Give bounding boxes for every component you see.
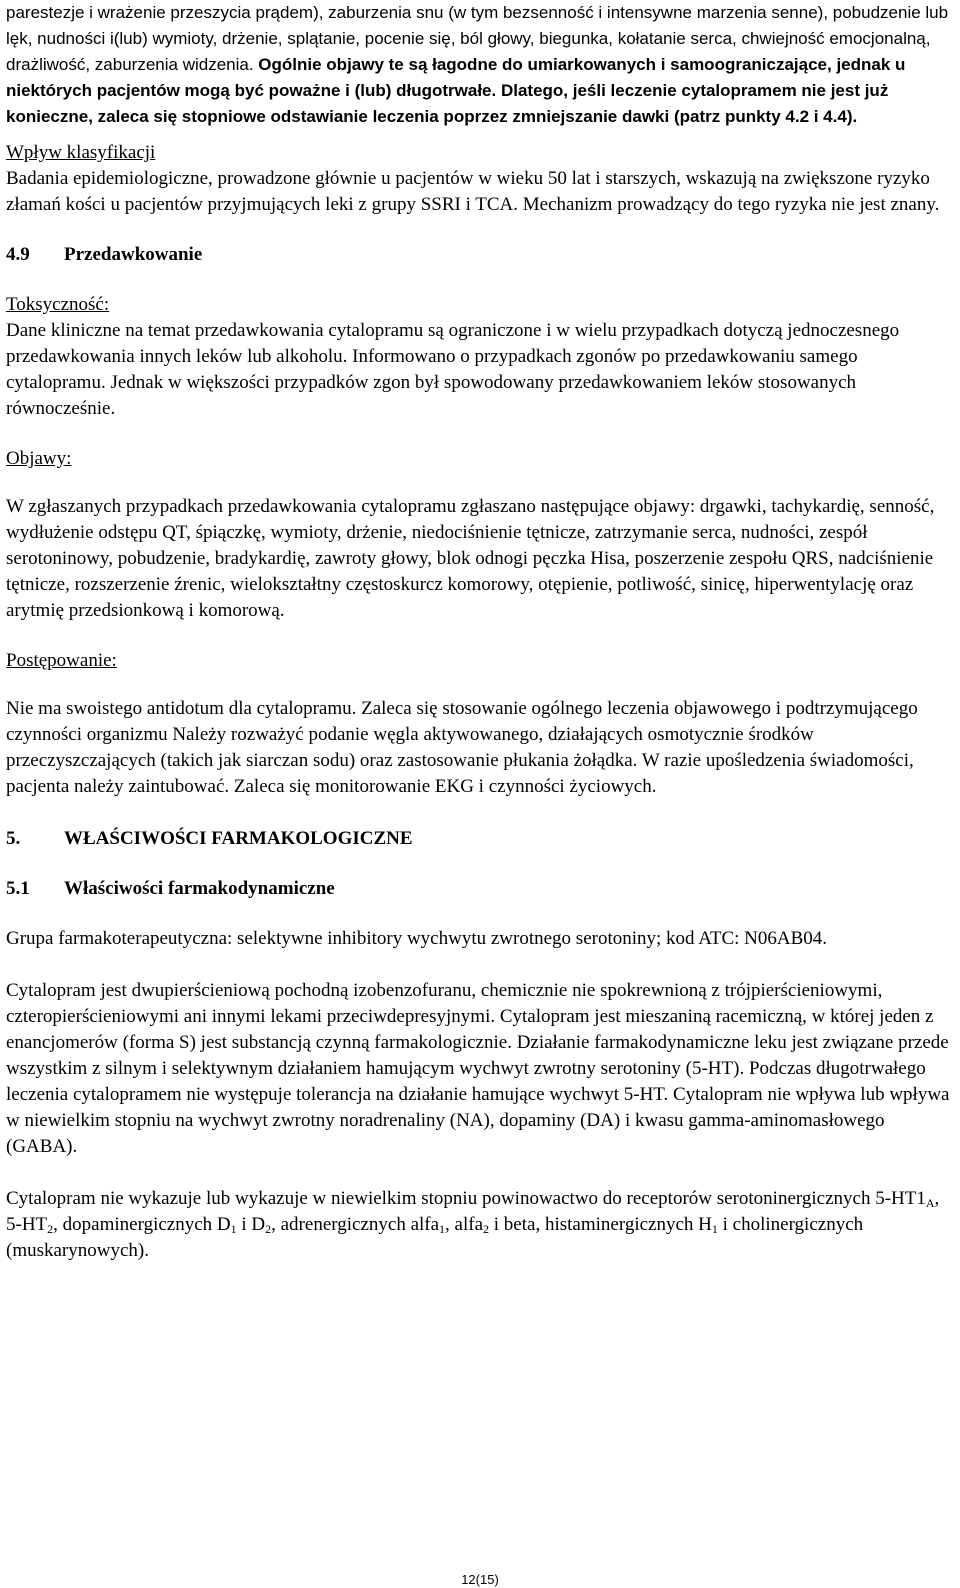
management-heading: Postępowanie: (6, 650, 117, 671)
citalopram-description-paragraph: Cytalopram jest dwupierścieniową pochodną izobenzofuranu, chemicznie nie spokrewnioną z trójpierścieniowymi, czteropierścieniowymi ani innymi lekami przeciwdepresyjnymi. Cytalopram jest mieszaniną racemiczną, w której jeden z enancjomerów (forma S) jest substancją czynną farmakologicznie. Działanie farmakodynamiczne leku jest związane przede wszystkim z silnym i selektywnym działaniem hamującym wychwyt zwrotny serotoniny (5-HT). Podczas długotrwałego leczenia cytalopramem nie występuje tolerancja na działanie hamujące wychwyt 5-HT. Cytalopram nie wpływa lub wpływa w niewielkim stopniu na wychwyt zwrotny noradrenaliny (NA), dopaminy (DA) i kwasu gamma-aminomasłowego (GABA). (6, 980, 950, 1157)
section-4-9-heading (6, 242, 950, 268)
page-number: 12(15) (461, 1572, 499, 1587)
class-effect-text: Badania epidemiologiczne, prowadzone głównie u pacjentów w wieku 50 lat i starszych, wskazują na zwiększone ryzyko złamań kości u pacjentów przyjmujących leki z grupy SSRI i TCA. Mechanizm prowadzący do tego ryzyka nie jest znany. (6, 168, 940, 215)
intro-paragraph (6, 0, 950, 130)
section-5-heading (6, 826, 950, 852)
section-number: 5.1 (6, 878, 30, 899)
pharmacotherapeutic-group-text: Grupa farmakoterapeutyczna: selektywne inhibitory wychwytu zwrotnego serotoniny; kod ATC: N06AB04. (6, 928, 828, 949)
section-number: 4.9 (6, 244, 30, 265)
symptoms-heading: Objawy: (6, 448, 72, 469)
receptor-affinity-paragraph: Cytalopram nie wykazuje lub wykazuje w niewielkim stopniu powinowactwo do receptorów serotoninergicznych $5-HT1_A$, $5-HT_2$, dopaminergicznych $D_1$ i $D_2$, adrenergicznych alfa$_1$, alfa$_2$ i beta, histaminergicznych $H_1$ i cholinergicznych (muskarynowych). (6, 1188, 940, 1261)
symptoms-text: W zgłaszanych przypadkach przedawkowania cytalopramu zgłaszano następujące objawy: drgawki, tachykardię, senność, wydłużenie odstępu QT, śpiączkę, wymioty, drżenie, niedociśnienie tętnicze, zatrzymanie serca, nudności, zespół serotoninowy, pobudzenie, bradykardię, zawroty głowy, blok odnogi pęczka Hisa, poszerzenie zespołu QRS, nadciśnienie tętnicze, rozszerzenie źrenic, wielokształtny częstoskurcz komorowy, otępienie, potliwość, sinicę, hiperwentylację oraz arytmię przedsionkową i komorową. (6, 496, 935, 621)
toxicity-heading: Toksyczność: (6, 294, 110, 315)
intro-text: parestezje i wrażenie przeszycia prądem), zaburzenia snu (w tym bezsenność i intensywne marzenia senne), pobudzenie lub lęk, nudności i(lub) wymioty, drżenie, splątanie, pocenie się, ból głowy, biegunka, kołatanie serca, chwiejność emocjonalną, drażliwość, zaburzenia widzenia. (6, 3, 949, 74)
management-text: Nie ma swoistego antidotum dla cytalopramu. Zaleca się stosowanie ogólnego leczenia objawowego i podtrzymującego czynności organizmu Należy rozważyć podanie węgla aktywowanego, działających osmotycznie środków przeczyszczających (takich jak siarczan sodu) oraz zastosowanie płukania żołądka. W razie upośledzenia świadomości, pacjenta należy zaintubować. Zaleca się monitorowanie EKG i czynności życiowych. (6, 698, 918, 797)
class-effect-heading: Wpływ klasyfikacji (6, 142, 156, 163)
section-title: Właściwości farmakodynamiczne (64, 878, 335, 899)
section-title: WŁAŚCIWOŚCI FARMAKOLOGICZNE (64, 828, 413, 849)
toxicity-text: Dane kliniczne na temat przedawkowania cytalopramu są ograniczone i w wielu przypadkach dotyczą jednoczesnego przedawkowania innych leków lub alkoholu. Informowano o przypadkach zgonów po przedawkowaniu samego cytalopramu. Jednak w większości przypadków zgon był spowodowany przedawkowaniem leków stosowanych równocześnie. (6, 320, 900, 419)
section-number: 5. (6, 828, 21, 849)
intro-bold-text: Ogólnie objawy te są łagodne do umiarkowanych i samoograniczające, jednak u niektórych pacjentów mogą być poważne i (lub) długotrwałe. Dlatego, jeśli leczenie cytalopramem nie jest już konieczne, zaleca się stopniowe odstawianie leczenia poprzez zmniejszanie dawki (patrz punkty 4.2 i 4.4). (6, 55, 906, 126)
section-5-1-heading (6, 876, 950, 902)
section-title: Przedawkowanie (64, 244, 203, 265)
document-page (6, 0, 950, 1264)
